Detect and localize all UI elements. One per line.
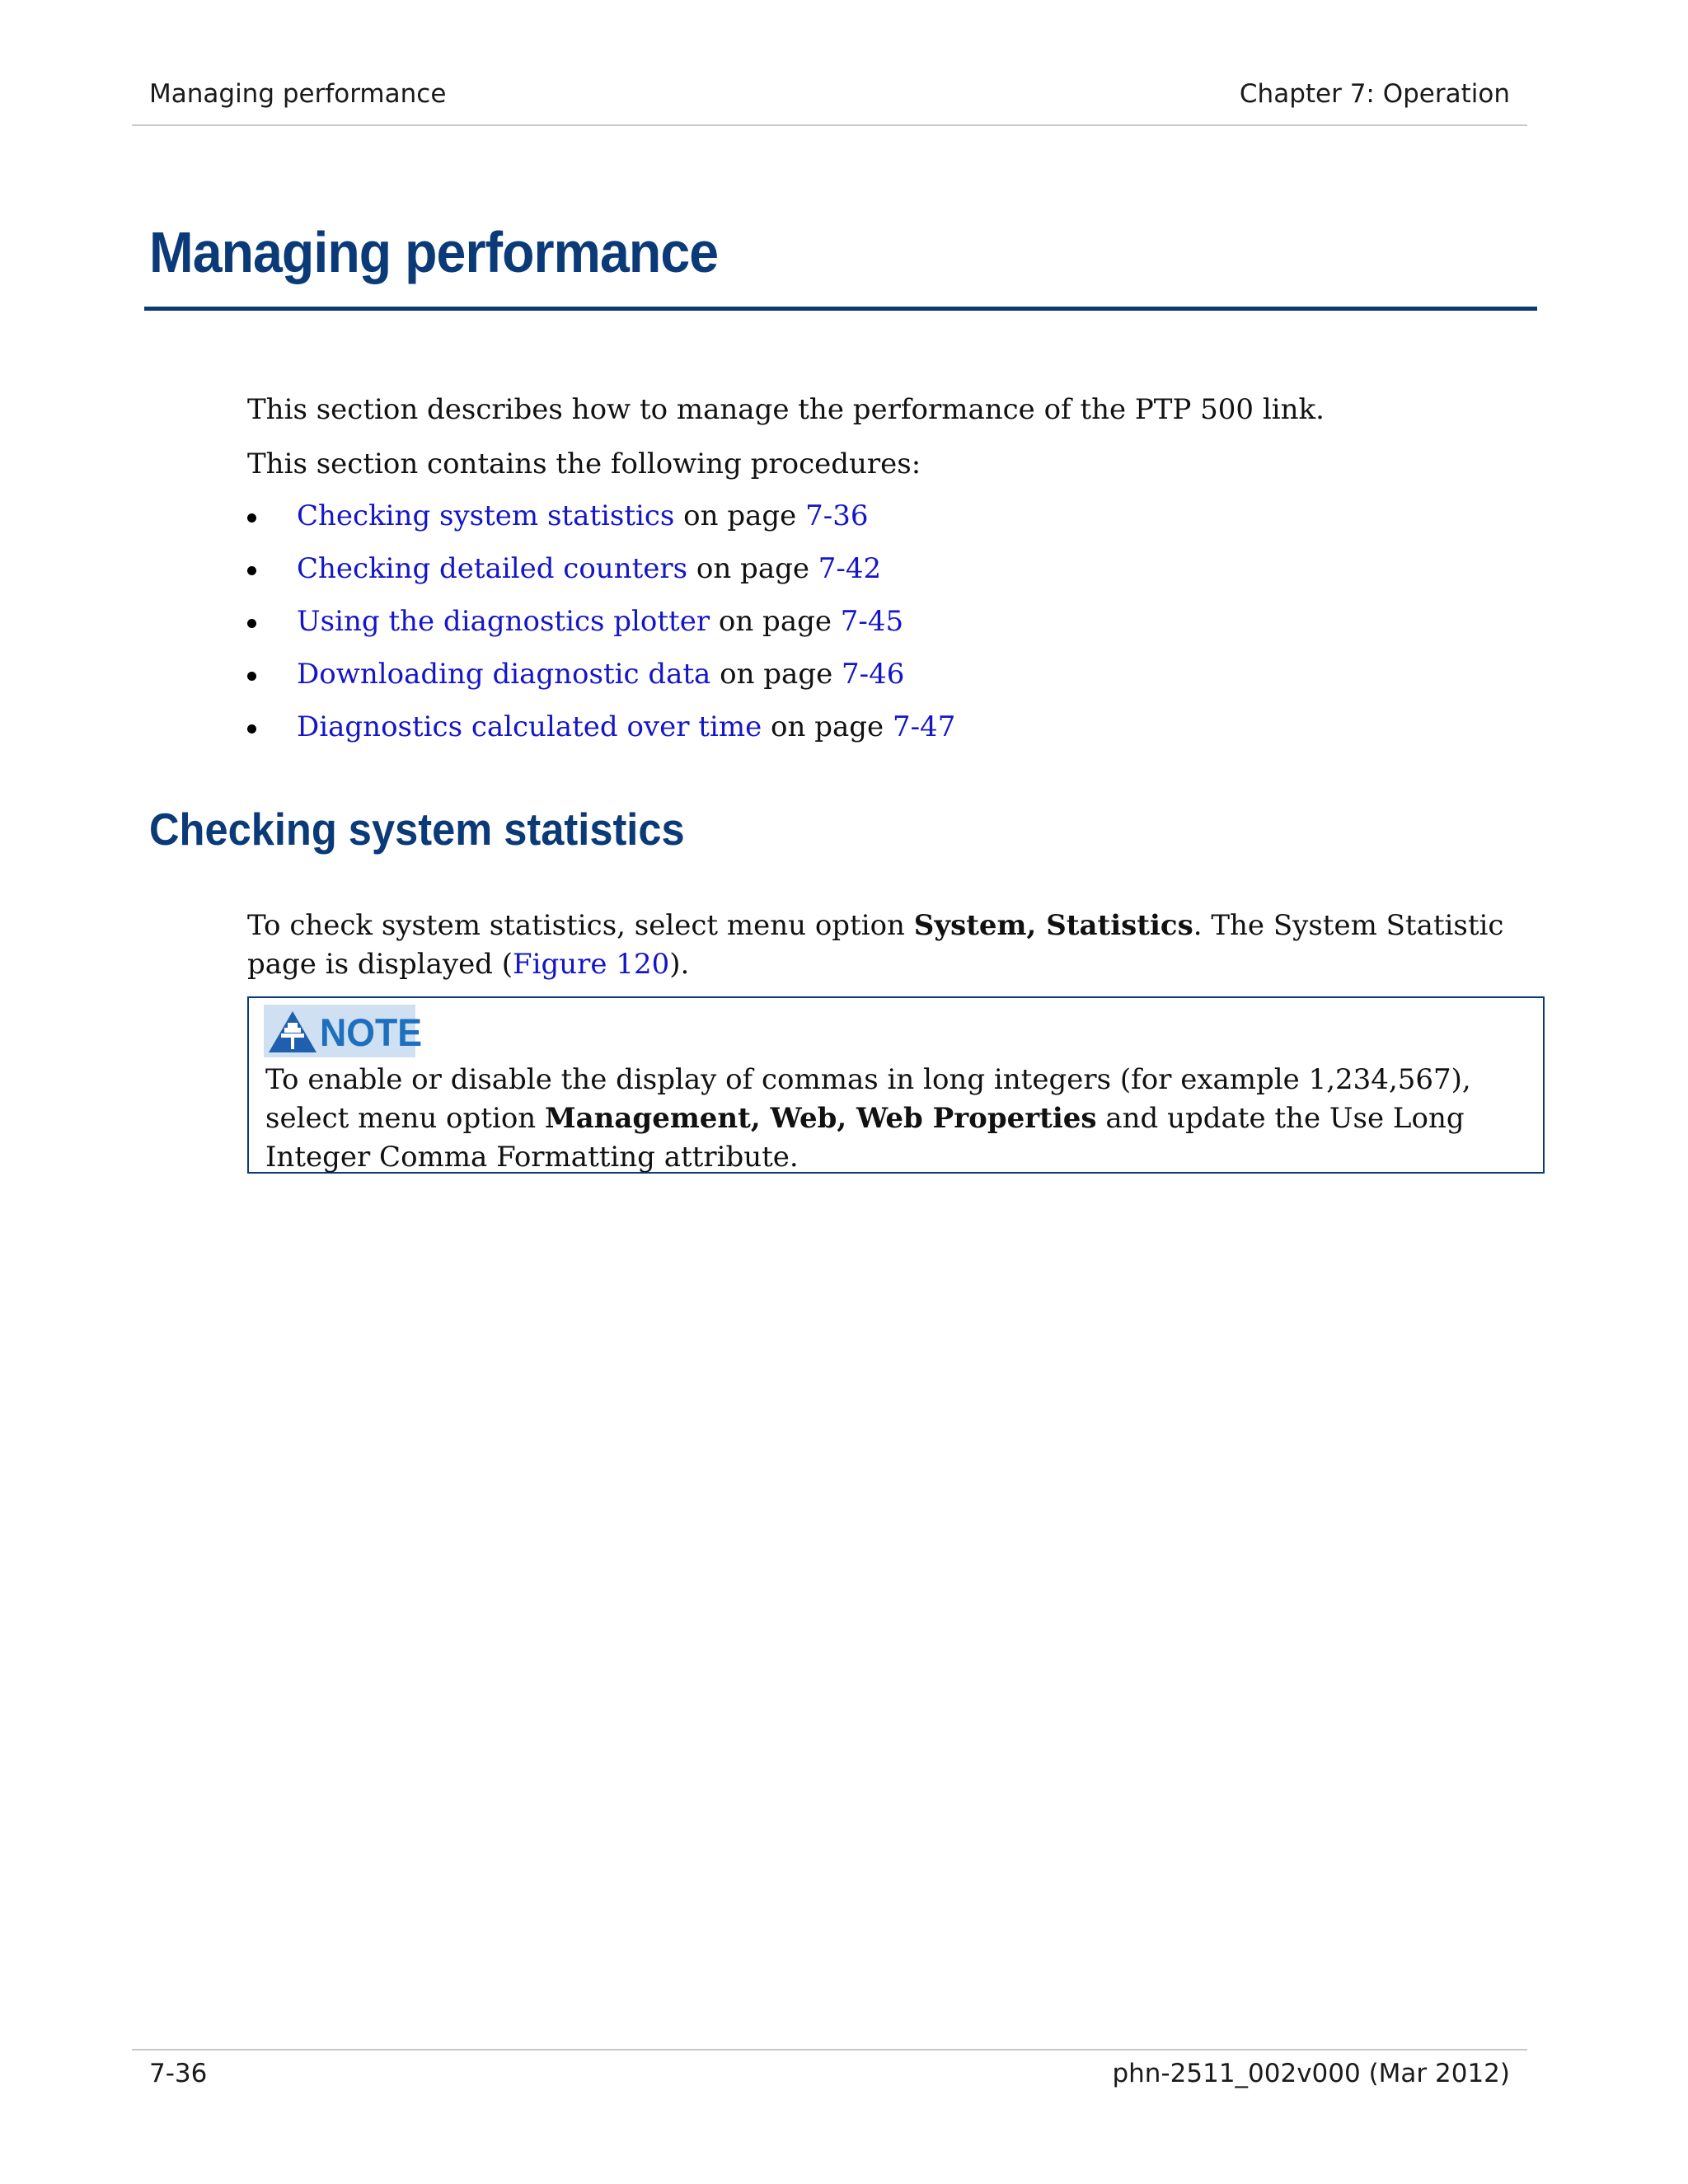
bullet-icon (247, 566, 256, 575)
section-text-mid: . The System Statistic page is displayed ( (247, 909, 1504, 981)
note-menu-path: Management, Web, Web Properties (545, 1102, 1097, 1135)
procedure-link[interactable]: Checking system statistics (297, 499, 675, 532)
note-text-start: To enable or disable the display of commas in long integers (for example 1,234,567), select menu option (265, 1063, 1471, 1135)
footer-divider (132, 2049, 1527, 2050)
menu-path: System, Statistics (913, 909, 1193, 942)
list-item-text (297, 708, 955, 747)
list-item-mid: on page (710, 658, 842, 691)
header-divider (132, 124, 1527, 126)
bullet-icon (247, 619, 256, 628)
procedure-link[interactable]: Downloading diagnostic data (297, 658, 711, 691)
list-item-mid: on page (762, 710, 893, 743)
section-heading: Checking system statistics (149, 804, 685, 855)
list-item-text (297, 602, 903, 641)
intro-paragraph: This section describes how to manage the performance of the PTP 500 link. (247, 393, 1325, 426)
note-badge (264, 1005, 423, 1057)
page-ref-link[interactable]: 7-46 (842, 658, 905, 691)
section-text-end: ). (669, 948, 690, 981)
procedures-intro: This section contains the following procedures: (247, 448, 921, 480)
list-item-mid: on page (674, 499, 806, 532)
figure-link[interactable]: Figure 120 (513, 948, 670, 981)
header-section-title: Managing performance (149, 79, 447, 109)
note-text-end: and update the Use Long Integer Comma Formatting attribute. (265, 1102, 1465, 1174)
running-footer (132, 2059, 1510, 2095)
running-header (132, 79, 1510, 115)
list-item-mid: on page (687, 552, 818, 585)
list-item-text (297, 497, 868, 536)
section-text-start: To check system statistics, select menu option (247, 909, 914, 942)
page-ref-link[interactable]: 7-36 (805, 499, 869, 532)
page-ref-link[interactable]: 7-42 (818, 552, 882, 585)
header-chapter-title: Chapter 7: Operation (1239, 79, 1510, 109)
note-box (247, 996, 1545, 1174)
page-title: Managing performance (149, 220, 719, 284)
bullet-icon (247, 724, 256, 733)
procedure-link[interactable]: Using the diagnostics plotter (297, 605, 710, 638)
bullet-icon (247, 513, 256, 523)
procedure-link[interactable]: Checking detailed counters (297, 552, 688, 585)
note-label: NOTE (320, 1010, 423, 1054)
note-text (265, 1061, 1526, 1177)
list-item-text (297, 655, 904, 694)
document-id: phn-2511_002v000 (Mar 2012) (1112, 2059, 1510, 2088)
bullet-icon (247, 672, 256, 681)
page-ref-link[interactable]: 7-45 (840, 605, 904, 638)
note-pin-icon (267, 1010, 318, 1054)
list-item-text (297, 550, 881, 588)
list-item-mid: on page (710, 605, 841, 638)
section-paragraph (247, 907, 1517, 984)
title-underline (144, 307, 1537, 311)
page-number: 7-36 (149, 2059, 208, 2088)
procedure-link[interactable]: Diagnostics calculated over time (297, 710, 762, 743)
page-ref-link[interactable]: 7-47 (892, 710, 956, 743)
